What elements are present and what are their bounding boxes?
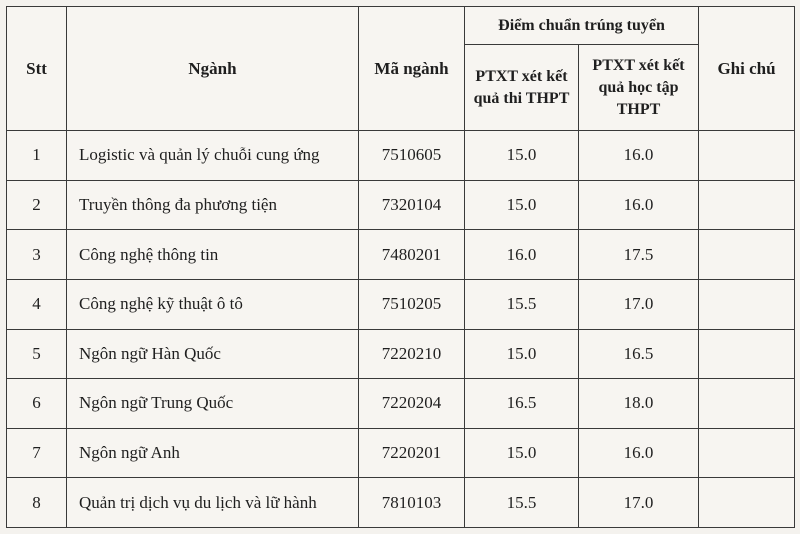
ghi-chu-cell	[699, 131, 795, 181]
diem-thi-cell: 16.5	[465, 379, 579, 429]
table-row	[7, 279, 795, 329]
nganh-cell: Công nghệ thông tin	[67, 230, 359, 280]
nganh-cell: Công nghệ kỹ thuật ô tô	[67, 279, 359, 329]
ghi-chu-cell	[699, 329, 795, 379]
diem-thi-cell: 15.0	[465, 329, 579, 379]
ghi-chu-cell	[699, 279, 795, 329]
ma-nganh-cell: 7220201	[359, 428, 465, 478]
ma-nganh-cell: 7220210	[359, 329, 465, 379]
table-row	[7, 379, 795, 429]
ma-nganh-cell: 7480201	[359, 230, 465, 280]
nganh-cell: Ngôn ngữ Trung Quốc	[67, 379, 359, 429]
header-stt: Stt	[7, 7, 67, 131]
diem-hoc-cell: 17.0	[579, 478, 699, 528]
ma-nganh-cell: 7510605	[359, 131, 465, 181]
ma-nganh-cell: 7510205	[359, 279, 465, 329]
header-ptxt-thi: PTXT xét kết quả thi THPT	[465, 45, 579, 131]
stt-cell: 4	[7, 279, 67, 329]
diem-hoc-cell: 16.0	[579, 131, 699, 181]
ghi-chu-cell	[699, 428, 795, 478]
header-ptxt-hoc: PTXT xét kết quả học tập THPT	[579, 45, 699, 131]
diem-thi-cell: 15.0	[465, 428, 579, 478]
table-row	[7, 180, 795, 230]
ma-nganh-cell: 7320104	[359, 180, 465, 230]
header-nganh: Ngành	[67, 7, 359, 131]
ghi-chu-cell	[699, 230, 795, 280]
diem-hoc-cell: 16.0	[579, 180, 699, 230]
diem-hoc-cell: 18.0	[579, 379, 699, 429]
header-ghi-chu: Ghi chú	[699, 7, 795, 131]
stt-cell: 2	[7, 180, 67, 230]
ghi-chu-cell	[699, 379, 795, 429]
ma-nganh-cell: 7220204	[359, 379, 465, 429]
nganh-cell: Logistic và quản lý chuỗi cung ứng	[67, 131, 359, 181]
table-row	[7, 478, 795, 528]
diem-thi-cell: 15.0	[465, 180, 579, 230]
stt-cell: 7	[7, 428, 67, 478]
nganh-cell: Ngôn ngữ Anh	[67, 428, 359, 478]
diem-thi-cell: 15.0	[465, 131, 579, 181]
stt-cell: 6	[7, 379, 67, 429]
table-row	[7, 230, 795, 280]
ma-nganh-cell: 7810103	[359, 478, 465, 528]
nganh-cell: Truyền thông đa phương tiện	[67, 180, 359, 230]
nganh-cell: Ngôn ngữ Hàn Quốc	[67, 329, 359, 379]
header-diem-chuan: Điểm chuẩn trúng tuyển	[465, 7, 699, 45]
table-row	[7, 329, 795, 379]
stt-cell: 3	[7, 230, 67, 280]
diem-thi-cell: 15.5	[465, 279, 579, 329]
stt-cell: 1	[7, 131, 67, 181]
table-row	[7, 428, 795, 478]
ghi-chu-cell	[699, 478, 795, 528]
diem-hoc-cell: 16.0	[579, 428, 699, 478]
diem-hoc-cell: 16.5	[579, 329, 699, 379]
nganh-cell: Quản trị dịch vụ du lịch và lữ hành	[67, 478, 359, 528]
diem-hoc-cell: 17.0	[579, 279, 699, 329]
diem-hoc-cell: 17.5	[579, 230, 699, 280]
stt-cell: 8	[7, 478, 67, 528]
table-row	[7, 131, 795, 181]
header-ma-nganh: Mã ngành	[359, 7, 465, 131]
admission-score-table	[6, 6, 795, 528]
ghi-chu-cell	[699, 180, 795, 230]
diem-thi-cell: 16.0	[465, 230, 579, 280]
stt-cell: 5	[7, 329, 67, 379]
diem-thi-cell: 15.5	[465, 478, 579, 528]
